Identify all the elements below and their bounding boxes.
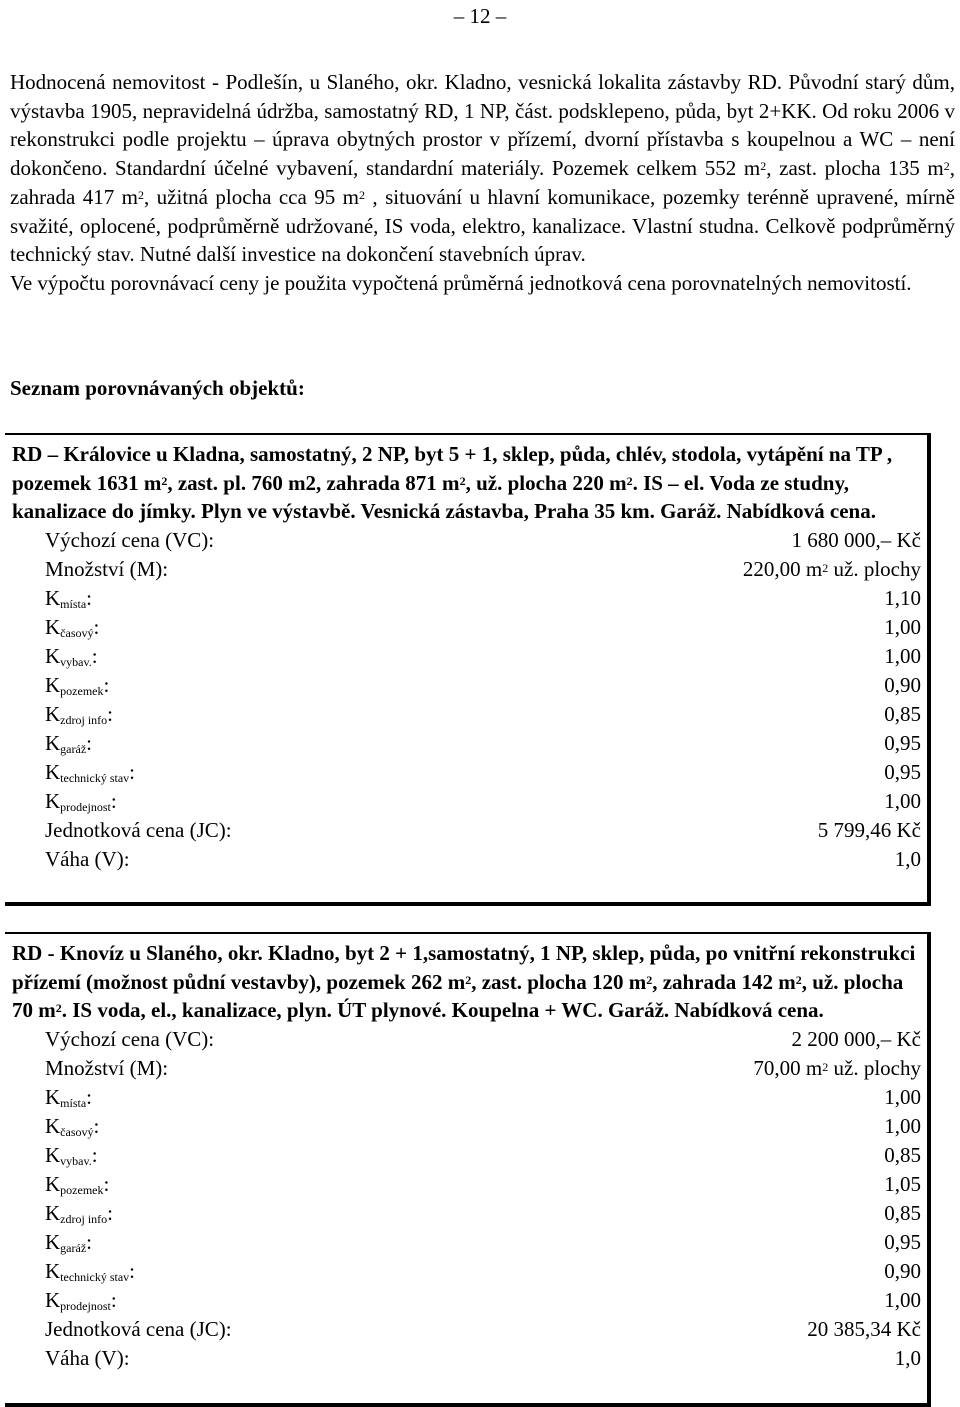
- section-heading: Seznam porovnávaných objektů:: [10, 376, 305, 400]
- row-unit-price: Jednotková cena (JC): 5 799,46 Kč: [45, 818, 921, 843]
- row-initial-price: Výchozí cena (VC): 2 200 000,– Kč: [45, 1027, 921, 1052]
- row-k-garaz: $K_{garáž}$: 0,95: [45, 731, 921, 757]
- row-k-prodejnost: $K_{prodejnost}$: 1,00: [45, 789, 921, 815]
- comparable-object-2: [5, 932, 931, 1407]
- row-k-vybav: $K_{vybav.}$: 1,00: [45, 644, 921, 670]
- row-quantity: Množství (M): 70,00 $m^2$ už. plochy: [45, 1056, 921, 1081]
- object-description: RD - Knovíz u Slaného, okr. Kladno, byt 2 + 1,samostatný, 1 NP, sklep, půda, po vnitřní rekonstrukci přízemí (možnost půdní vestavby), pozemek 262 $m^2$, zast. plocha 120 $m^2$, zahrada 142 $m^2$, už. plocha 70 $m^2$. IS voda, el., kanalizace, plyn. ÚT plynové. Koupelna + WC. Garáž. Nabídková cena.: [12, 941, 916, 1023]
- comparable-object-1: [5, 433, 931, 906]
- row-k-mista: $K_{místa}$: 1,10: [45, 586, 921, 612]
- row-k-mista: $K_{místa}$: 1,00: [45, 1085, 921, 1111]
- intro-paragraph: Hodnocená nemovitost - Podlešín, u Slaného, okr. Kladno, vesnická lokalita zástavby RD. Původní starý dům, výstavba 1905, nepravidelná údržba, samostatný RD, 1 NP, část. podsklepeno, půda, byt 2+KK. Od roku 2006 v rekonstrukci podle projektu – úprava obytných prostor v přízemí, dvorní přístavba s koupelnou a WC – není dokončeno. Standardní účelné vybavení, standardní materiály. Pozemek celkem 552 $m^2$, zast. plocha 135 $m^2$, zahrada 417 $m^2$, užitná plocha cca 95 $m^2$ , situování u hlavní komunikace, pozemky terénně upravené, mírně svažité, oplocené, podprůměrně udržované, IS voda, elektro, kanalizace. Vlastní studna. Celkově podprůměrný technický stav. Nutné další investice na dokončení stavebních úprav. Ve výpočtu porovnávací ceny je použita vypočtená průměrná jednotková cena porovnatelných nemovitostí.: [10, 70, 955, 295]
- row-initial-price: Výchozí cena (VC): 1 680 000,– Kč: [45, 528, 921, 553]
- row-k-zdroj-info: $K_{zdroj info}$: 0,85: [45, 1201, 921, 1227]
- method-note: Ve výpočtu porovnávací ceny je použita vypočtená průměrná jednotková cena porovnatelných nemovitostí.: [10, 270, 912, 295]
- row-k-pozemek: $K_{pozemek}$: 1,05: [45, 1172, 921, 1198]
- row-k-pozemek: $K_{pozemek}$: 0,90: [45, 673, 921, 699]
- row-k-vybav: $K_{vybav.}$: 0,85: [45, 1143, 921, 1169]
- row-unit-price: Jednotková cena (JC): 20 385,34 Kč: [45, 1317, 921, 1342]
- page-number: – 12 –: [453, 4, 507, 28]
- row-weight: Váha (V): 1,0: [45, 847, 921, 872]
- row-k-prodejnost: $K_{prodejnost}$: 1,00: [45, 1288, 921, 1314]
- row-weight: Váha (V): 1,0: [45, 1346, 921, 1371]
- row-k-casovy: $K_{časový}$: 1,00: [45, 1114, 921, 1140]
- object-description: RD – Královice u Kladna, samostatný, 2 NP, byt 5 + 1, sklep, půda, chlév, stodola, vytápění na TP , pozemek 1631 $m^2$, zast. pl. 760 m2, zahrada 871 $m^2$, už. plocha 220 $m^2$. IS – el. Voda ze studny, kanalizace do jímky. Plyn ve výstavbě. Vesnická zástavba, Praha 35 km. Garáž. Nabídková cena.: [12, 442, 893, 524]
- row-k-garaz: $K_{garáž}$: 0,95: [45, 1230, 921, 1256]
- row-k-zdroj-info: $K_{zdroj info}$: 0,85: [45, 702, 921, 728]
- row-k-casovy: $K_{časový}$: 1,00: [45, 615, 921, 641]
- row-quantity: Množství (M): 220,00 $m^2$ už. plochy: [45, 557, 921, 582]
- row-k-technicky-stav: $K_{technický stav}$: 0,90: [45, 1259, 921, 1285]
- row-k-technicky-stav: $K_{technický stav}$: 0,95: [45, 760, 921, 786]
